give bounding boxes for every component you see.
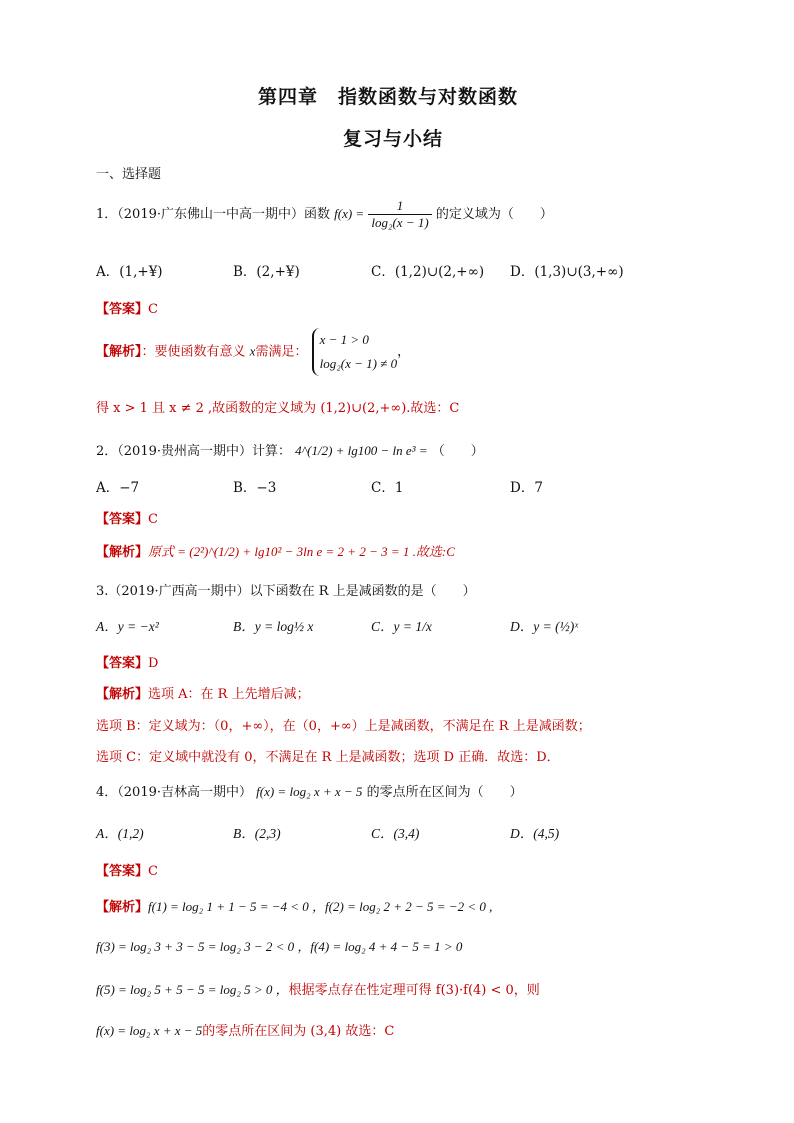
q4-analysis: [96, 896, 492, 915]
chapter-title: 第四章 指数函数与对数函数: [258, 86, 519, 108]
q4-option-d: D．(4,5): [510, 826, 560, 841]
analysis-tag: 【解析】: [96, 687, 149, 702]
system-line-1: x − 1 > 0: [319, 332, 369, 347]
q1-option-d: D．(1,3)∪(3,+∞): [510, 264, 624, 280]
answer-tag: 【答案】: [96, 656, 149, 671]
q4-analysis-line-4: [96, 1020, 394, 1039]
q4-line-4-text: 的零点所在区间为 (3,4) 故选：C: [202, 1024, 395, 1039]
q3-analysis-line-2: 选项 B：定义域为：（0，+∞），在（0，+∞）上是减函数，不满足在 R 上是减函数；: [96, 719, 591, 734]
q4-analysis-line-3: [96, 979, 540, 998]
q1-analysis-prefix: ：要使函数有意义: [141, 344, 246, 360]
q4-line-4-formula: f(x) = log₂ x + x − 5: [96, 1023, 203, 1038]
q1-answer: [96, 298, 158, 317]
q3-option-c: C．y = 1/x: [371, 619, 432, 634]
q2-option-d: D．7: [510, 480, 543, 496]
q2-analysis: [96, 541, 455, 560]
q2-option-b: B．−3: [233, 480, 277, 496]
question-2-text-after: （ ）: [431, 444, 484, 459]
q1-analysis: [96, 328, 410, 376]
q2-option-a: A．−7: [96, 480, 140, 496]
question-4-text-after: 的零点所在区间为（ ）: [366, 785, 523, 800]
question-4-text: 4．（2019·吉林高一期中）: [96, 785, 252, 800]
q1-option-a: A．(1,+¥): [96, 264, 163, 280]
question-1-fraction: [368, 198, 431, 231]
question-1-text: 1．（2019·广东佛山一中高一期中）函数: [96, 207, 330, 222]
question-1-text-after: 的定义域为（ ）: [435, 207, 553, 222]
q2-answer-value: C: [148, 512, 158, 527]
question-4-formula: f(x) = log₂ x + x − 5: [256, 784, 363, 799]
q3-analysis-line-3: 选项 C：定义域中就没有 0，不满足在 R 上是减函数；选项 D 正确．故选：D．: [96, 750, 560, 765]
page-subtitle: 复习与小结: [343, 128, 444, 150]
q3-option-a: A．y = −x²: [96, 619, 159, 634]
analysis-tag: 【解析】: [96, 900, 149, 915]
q3-answer: [96, 652, 158, 671]
question-3: 3.（2019·广西高一期中）以下函数在 R 上是减函数的是（ ）: [96, 584, 476, 599]
q1-answer-value: C: [148, 302, 158, 317]
fraction-denominator: log₂(x − 1): [371, 215, 429, 230]
q3-analysis-line-1: 选项 A：在 R 上先增后减；: [148, 687, 310, 702]
q1-option-c: C．(1,2)∪(2,+∞): [371, 264, 485, 280]
q2-answer: [96, 508, 158, 527]
question-2-text: 2．（2019·贵州高一期中）计算：: [96, 444, 291, 459]
q4-line-3-text: 根据零点存在性定理可得 f(3)·f(4) < 0，则: [288, 983, 540, 998]
q3-option-d: D．y = (½)ˣ: [510, 619, 579, 634]
q4-answer: [96, 860, 158, 879]
answer-tag: 【答案】: [96, 302, 149, 317]
q4-analysis-line-2: f(3) = log₂ 3 + 3 − 5 = log₂ 3 − 2 < 0 ，f(4) = log₂ 4 + 4 − 5 = 1 > 0: [96, 939, 463, 954]
question-1: [96, 198, 553, 231]
q4-analysis-line-1: f(1) = log₂ 1 + 1 − 5 = −4 < 0 ，f(2) = log₂ 2 + 2 − 5 = −2 < 0 ,: [148, 899, 493, 914]
fraction-numerator: 1: [368, 198, 431, 215]
analysis-tag: 【解析】: [96, 545, 149, 560]
q1-option-b: B．(2,+¥): [233, 264, 300, 280]
question-1-formula-lhs: f(x) =: [334, 206, 365, 221]
q1-condition-system: [312, 328, 397, 376]
system-end: ，: [397, 344, 411, 360]
system-line-2: log₂(x − 1) ≠ 0: [319, 356, 398, 371]
question-2: [96, 440, 484, 459]
section-heading: 一、选择题: [96, 167, 162, 182]
q1-analysis-mid: 需满足：: [255, 344, 308, 360]
question-2-formula: 4^(1/2) + lg100 − ln e³ =: [295, 443, 428, 458]
question-4: [96, 781, 523, 800]
q1-conclusion: 得 x > 1 且 x ≠ 2 ,故函数的定义域为 (1,2)∪(2,+∞).故选：C: [96, 401, 460, 416]
answer-tag: 【答案】: [96, 512, 149, 527]
q2-analysis-text: 原式 = (2²)^(1/2) + lg10² − 3ln e = 2 + 2 − 3 = 1 .故选:C: [148, 544, 455, 559]
q4-option-b: B．(2,3): [233, 826, 281, 841]
q2-option-c: C．1: [371, 480, 404, 496]
q4-line-3-formula: f(5) = log₂ 5 + 5 − 5 = log₂ 5 > 0 ，: [96, 982, 289, 997]
q3-option-b: B．y = log½ x: [233, 619, 314, 634]
q1-analysis-var: x: [249, 343, 256, 359]
q4-option-c: C．(3,4): [371, 826, 420, 841]
q4-answer-value: C: [148, 864, 158, 879]
q4-option-a: A．(1,2): [96, 826, 144, 841]
q3-answer-value: D: [148, 656, 159, 671]
q3-analysis: [96, 683, 310, 702]
analysis-tag: 【解析】: [96, 344, 142, 360]
answer-tag: 【答案】: [96, 864, 149, 879]
